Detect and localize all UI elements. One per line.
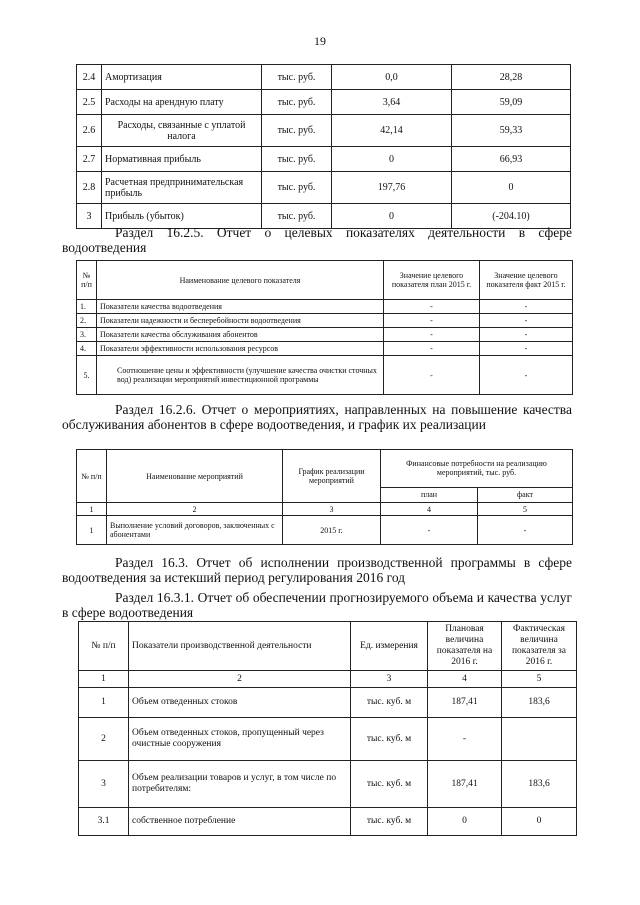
production-table: [78, 621, 577, 836]
table-index-row: 1 2 3 4 5: [79, 671, 577, 688]
table-row: 2 Объем отведенных стоков, пропущенный через очистные сооружения тыс. куб. м -: [79, 718, 577, 761]
measures-table: [76, 449, 573, 545]
table-row: 2.7 Нормативная прибыль тыс. руб. 0 66,93: [77, 147, 571, 172]
table-row: 1 Объем отведенных стоков тыс. куб. м 187,41 183,6: [79, 688, 577, 718]
cost-table: [76, 64, 571, 229]
table-row: 3 Объем реализации товаров и услуг, в том числе по потребителям: тыс. куб. м 187,41 183,6: [79, 761, 577, 808]
table-row: 2.6 Расходы, связанные с уплатой налога тыс. руб. 42,14 59,33: [77, 115, 571, 147]
table-row: 1. Показатели качества водоотведения - -: [77, 300, 573, 314]
table-row: 2.5 Расходы на арендную плату тыс. руб. 3,64 59,09: [77, 90, 571, 115]
section-heading-16-3-1: Раздел 16.3.1. Отчет об обеспечении прогнозируемого объема и качества услуг в сфере водоотведения: [62, 590, 572, 620]
table-header-row: № п/п Наименование целевого показателя Значение целевого показателя план 2015 г. Значение целевого показателя факт 2015 г.: [77, 261, 573, 300]
table-row: 4. Показатели эффективности использования ресурсов - -: [77, 342, 573, 356]
table-row: 2.8 Расчетная предпринимательская прибыль тыс. руб. 197,76 0: [77, 172, 571, 204]
section-heading-16-2-6: Раздел 16.2.6. Отчет о мероприятиях, направленных на повышение качества обслуживания абонентов в сфере водоотведения, и график их реализации: [62, 402, 572, 432]
table-row: 1 Выполнение условий договоров, заключенных с абонентами 2015 г. - -: [77, 516, 573, 545]
table-row: 5. Соотношение цены и эффективности (улучшение качества очистки сточных вод) реализации мероприятий инвестиционной программы - -: [77, 356, 573, 395]
table-header-row: № п/п Наименование мероприятий График реализации мероприятий Финансовые потребности на реализацию мероприятий, тыс. руб.: [77, 450, 573, 488]
target-indicators-table: [76, 260, 573, 395]
page-number: 19: [314, 34, 326, 48]
table-row: 2. Показатели надежности и бесперебойности водоотведения - -: [77, 314, 573, 328]
table-row: 3.1 собственное потребление тыс. куб. м 0 0: [79, 808, 577, 836]
table-index-row: 1 2 3 4 5: [77, 503, 573, 516]
table-row: 2.4 Амортизация тыс. руб. 0,0 28,28: [77, 65, 571, 90]
section-heading-16-2-5: Раздел 16.2.5. Отчет о целевых показателях деятельности в сфере водоотведения: [62, 225, 572, 255]
table-header-row: № п/п Показатели производственной деятельности Ед. измерения Плановая величина показателя на 2016 г. Фактическая величина показателя за 2016 г.: [79, 622, 577, 671]
table-row: 3. Показатели качества обслуживания абонентов - -: [77, 328, 573, 342]
table-header-row: план факт: [77, 487, 573, 502]
table-row: 3 Прибыль (убыток) тыс. руб. 0 (-204.10): [77, 204, 571, 229]
section-heading-16-3: Раздел 16.3. Отчет об исполнении производственной программы в сфере водоотведения за истекший период регулирования 2016 год: [62, 555, 572, 585]
